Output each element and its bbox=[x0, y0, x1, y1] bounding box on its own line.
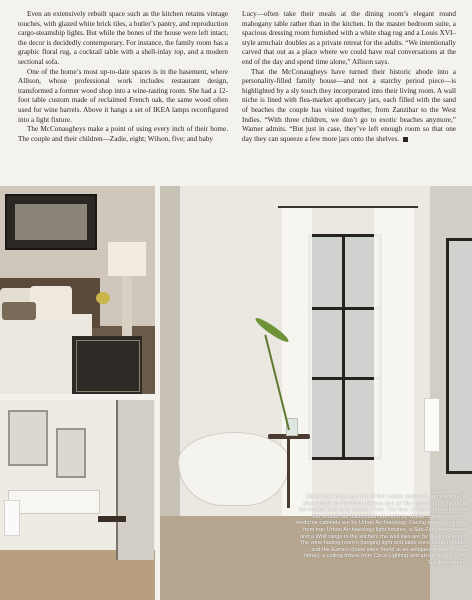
curtain-right bbox=[374, 208, 414, 516]
article-column-left bbox=[18, 10, 228, 144]
end-mark-icon bbox=[403, 137, 408, 142]
side-window bbox=[446, 238, 472, 474]
bedroom-photo bbox=[0, 186, 155, 394]
article-paragraph: The McConaugheys make a point of using every inch of their home. The couple and their children—Zadie, eight; Wilson, five; and baby bbox=[18, 125, 228, 143]
freestanding-tub bbox=[178, 432, 290, 506]
article-paragraph: Lucy—often take their meals at the dining room’s elegant round mahogany table rather than in the kitchen. In the master bedroom suite, a spacious dressing room furnished with a white shag rug and a Louis XVI–style armchair doubles as a private retreat for the adults. “We intentionally carved that out as a place where we could have real conversations at the end of the day and spend time alone,” Allison says. bbox=[242, 10, 456, 66]
hanging-towel bbox=[424, 398, 440, 452]
door-mullion bbox=[311, 377, 379, 380]
glass-door bbox=[116, 400, 154, 560]
caption-lead: Clockwise from top left: bbox=[305, 494, 370, 500]
nightstand-frame bbox=[76, 340, 140, 392]
article-paragraph: Even an extensively rebuilt space such as the kitchen retains vintage touches, with glazed white brick tiles, a butler’s pantry, and reproduction cargo-steamship lights. But while the bones of the house were left intact, the decor is decidedly contemporary. For instance, the family room has a graphic floral rug, a cocktail table with a shell-inlay top, and a modern sectional sofa. bbox=[18, 10, 228, 66]
article-paragraph: One of the home’s most up-to-date spaces is in the basement, where Allison, whose professional work includes restaurant design, transformed a former wood shop into a wine-tasting room. She had a 12-foot table custom made of reclaimed French oak, the same wood often used for wine barrels. Above it hangs a set of IKEA lamps reconfigured into a light fixture. bbox=[18, 67, 228, 124]
door-mullion bbox=[311, 307, 379, 310]
flowers bbox=[96, 292, 110, 304]
photo-caption bbox=[295, 494, 467, 567]
pillow bbox=[30, 286, 72, 320]
lamp-base bbox=[122, 276, 132, 336]
medicine-cabinet bbox=[8, 410, 48, 466]
wall-artwork bbox=[5, 194, 97, 250]
towel bbox=[4, 500, 20, 536]
side-table-leg bbox=[287, 438, 290, 508]
sink-basin bbox=[8, 490, 100, 514]
french-door bbox=[308, 234, 382, 460]
stool bbox=[98, 516, 126, 522]
door-mullion bbox=[342, 237, 345, 457]
article-paragraph-last bbox=[242, 68, 456, 145]
medicine-cabinet bbox=[56, 428, 86, 478]
bathroom-sink-photo bbox=[0, 400, 155, 600]
article-column-right bbox=[242, 10, 456, 144]
caption-text: In the master bedroom, a mixed-media photograph by Pezhman Delsou and an Oly nightstand. The tub in the master bath is by Matteo Thun. The floor of Italian travertine and the mosaic-tile backsplash are both by Walker Zanger, and the medicine cabinets are by Urban Archaeology. Facing page, clockwise from top: Urban Archaeology light fixtures, a Sub-Zero refrigerator, and a Wolf range in the kitchen; the wall tiles are by Walker Zanger. The wine-tasting room’s hanging light and table were custom made, and the Eames chairs were found at an antiques market. In the library, a ceiling fixture from Circa Lighting and an ottoman by Oly. See Resources. bbox=[295, 494, 467, 566]
lamp-shade bbox=[108, 242, 146, 276]
article-paragraph-text: That the McConaugheys have turned their historic abode into a personality-filled family house—and not a starchy period piece—is highlighted by a sly touch they incorporated into their living room. A wall niche is lined with flea-market apothecary jars, each filled with the sand of beaches the couple has visited together, from Zanzibar to the West Indies. “With three children, we don’t go to exotic beaches anymore,” Warner admits. “But just in case, they’ve left enough room so that one day they can squeeze a few more jars onto the shelves. bbox=[242, 67, 456, 143]
accent-pillow bbox=[2, 302, 36, 320]
artwork-image bbox=[15, 204, 87, 240]
